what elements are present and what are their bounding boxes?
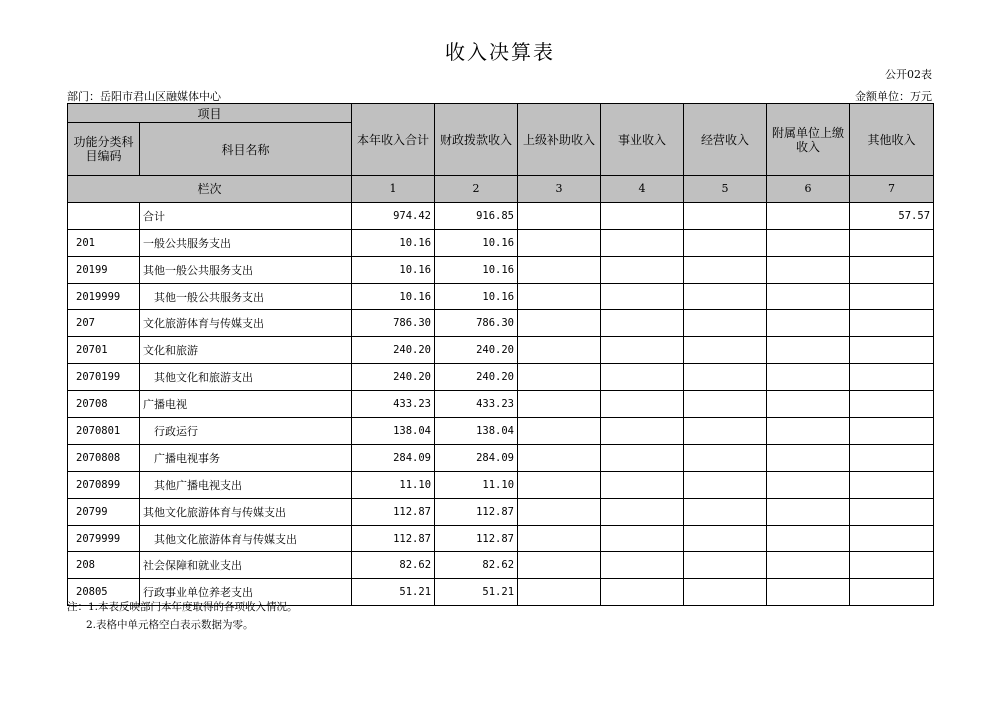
cell-value-5 [684, 364, 767, 391]
cell-value-5 [684, 552, 767, 579]
table-row [68, 256, 934, 283]
cell-value-1: 284.09 [352, 444, 435, 471]
cell-value-4 [601, 552, 684, 579]
table-row [68, 498, 934, 525]
cell-code: 2070801 [68, 418, 140, 445]
cell-value-1: 112.87 [352, 498, 435, 525]
cell-value-2: 112.87 [435, 525, 518, 552]
cell-value-6 [767, 498, 850, 525]
cell-value-1: 240.20 [352, 364, 435, 391]
cell-code: 20708 [68, 391, 140, 418]
colnum-2: 2 [435, 176, 518, 203]
cell-value-3 [518, 418, 601, 445]
table-row [68, 552, 934, 579]
cell-value-4 [601, 202, 684, 229]
cell-value-1: 11.10 [352, 471, 435, 498]
cell-code: 2070808 [68, 444, 140, 471]
colnum-7: 7 [850, 176, 934, 203]
cell-name: 文化旅游体育与传媒支出 [140, 310, 352, 337]
cell-value-5 [684, 525, 767, 552]
cell-value-3 [518, 310, 601, 337]
table-row [68, 471, 934, 498]
cell-code: 20199 [68, 256, 140, 283]
cell-code: 20805 [68, 579, 140, 606]
cell-name: 行政事业单位养老支出 [140, 579, 352, 606]
colnum-5: 5 [684, 176, 767, 203]
cell-value-7 [850, 552, 934, 579]
cell-value-4 [601, 444, 684, 471]
table-row [68, 364, 934, 391]
cell-value-2: 82.62 [435, 552, 518, 579]
table-row [68, 444, 934, 471]
cell-value-1: 433.23 [352, 391, 435, 418]
notes [67, 598, 298, 634]
cell-value-3 [518, 256, 601, 283]
cell-value-2: 240.20 [435, 364, 518, 391]
cell-value-5 [684, 256, 767, 283]
cell-value-5 [684, 579, 767, 606]
table-row [68, 310, 934, 337]
cell-value-6 [767, 229, 850, 256]
cell-name: 合计 [140, 202, 352, 229]
header-name: 科目名称 [140, 123, 352, 176]
cell-value-5 [684, 498, 767, 525]
cell-value-7 [850, 283, 934, 310]
cell-value-2: 138.04 [435, 418, 518, 445]
cell-value-3 [518, 283, 601, 310]
cell-name: 行政运行 [140, 418, 352, 445]
cell-value-4 [601, 229, 684, 256]
cell-name: 其他文化和旅游支出 [140, 364, 352, 391]
cell-name: 社会保障和就业支出 [140, 552, 352, 579]
cell-value-4 [601, 579, 684, 606]
cell-value-7 [850, 337, 934, 364]
cell-value-2: 240.20 [435, 337, 518, 364]
cell-value-1: 10.16 [352, 283, 435, 310]
cell-value-4 [601, 498, 684, 525]
cell-value-6 [767, 283, 850, 310]
table-row [68, 229, 934, 256]
cell-value-7 [850, 418, 934, 445]
table-row [68, 202, 934, 229]
cell-value-2: 786.30 [435, 310, 518, 337]
cell-value-5 [684, 391, 767, 418]
cell-code: 20701 [68, 337, 140, 364]
header-col-2: 财政拨款收入 [435, 104, 518, 176]
header-col-3: 上级补助收入 [518, 104, 601, 176]
cell-code: 208 [68, 552, 140, 579]
cell-value-2: 284.09 [435, 444, 518, 471]
colnum-3: 3 [518, 176, 601, 203]
cell-value-6 [767, 525, 850, 552]
table-row [68, 283, 934, 310]
cell-value-4 [601, 471, 684, 498]
cell-value-6 [767, 552, 850, 579]
cell-name: 其他广播电视支出 [140, 471, 352, 498]
cell-value-6 [767, 337, 850, 364]
header-col-6: 附属单位上缴收入 [767, 104, 850, 176]
cell-value-5 [684, 310, 767, 337]
cell-value-6 [767, 256, 850, 283]
cell-value-6 [767, 471, 850, 498]
cell-name: 其他一般公共服务支出 [140, 283, 352, 310]
colnum-4: 4 [601, 176, 684, 203]
note-2: 2.表格中单元格空白表示数据为零。 [86, 619, 254, 631]
table-row [68, 525, 934, 552]
cell-value-3 [518, 202, 601, 229]
cell-value-7 [850, 471, 934, 498]
table-number: 公开02表 [885, 68, 932, 81]
cell-value-3 [518, 229, 601, 256]
cell-value-4 [601, 418, 684, 445]
note-1: 注：1.本表反映部门本年度取得的各项收入情况。 [67, 601, 298, 613]
cell-code: 2070199 [68, 364, 140, 391]
cell-value-2: 11.10 [435, 471, 518, 498]
cell-value-3 [518, 471, 601, 498]
cell-value-4 [601, 310, 684, 337]
header-col-5: 经营收入 [684, 104, 767, 176]
header-lanci: 栏次 [68, 176, 352, 203]
table-row [68, 418, 934, 445]
header-col-7: 其他收入 [850, 104, 934, 176]
cell-value-5 [684, 471, 767, 498]
cell-value-7 [850, 310, 934, 337]
cell-value-1: 10.16 [352, 229, 435, 256]
cell-value-7: 57.57 [850, 202, 934, 229]
cell-value-1: 786.30 [352, 310, 435, 337]
cell-name: 广播电视 [140, 391, 352, 418]
cell-value-5 [684, 283, 767, 310]
cell-value-3 [518, 552, 601, 579]
header-col-4: 事业收入 [601, 104, 684, 176]
cell-value-7 [850, 498, 934, 525]
cell-value-4 [601, 256, 684, 283]
unit-label: 金额单位：万元 [855, 90, 932, 103]
cell-value-2: 916.85 [435, 202, 518, 229]
cell-value-7 [850, 229, 934, 256]
cell-code: 2079999 [68, 525, 140, 552]
cell-value-3 [518, 444, 601, 471]
cell-value-2: 10.16 [435, 256, 518, 283]
cell-name: 其他文化旅游体育与传媒支出 [140, 498, 352, 525]
cell-value-1: 240.20 [352, 337, 435, 364]
cell-value-2: 433.23 [435, 391, 518, 418]
cell-value-1: 82.62 [352, 552, 435, 579]
cell-value-7 [850, 444, 934, 471]
cell-value-6 [767, 444, 850, 471]
income-table [67, 103, 934, 606]
table-row [68, 337, 934, 364]
header-col-1: 本年收入合计 [352, 104, 435, 176]
cell-name: 广播电视事务 [140, 444, 352, 471]
cell-value-5 [684, 202, 767, 229]
cell-value-5 [684, 418, 767, 445]
cell-value-5 [684, 337, 767, 364]
cell-value-1: 10.16 [352, 256, 435, 283]
cell-value-5 [684, 229, 767, 256]
cell-name: 一般公共服务支出 [140, 229, 352, 256]
cell-value-3 [518, 498, 601, 525]
cell-value-1: 51.21 [352, 579, 435, 606]
cell-value-4 [601, 283, 684, 310]
cell-value-7 [850, 256, 934, 283]
cell-value-3 [518, 364, 601, 391]
cell-value-4 [601, 364, 684, 391]
cell-value-7 [850, 391, 934, 418]
header-code: 功能分类科目编码 [68, 123, 140, 176]
cell-value-6 [767, 202, 850, 229]
cell-value-1: 112.87 [352, 525, 435, 552]
cell-code: 20799 [68, 498, 140, 525]
table-row [68, 391, 934, 418]
cell-value-3 [518, 525, 601, 552]
cell-value-7 [850, 579, 934, 606]
cell-value-3 [518, 391, 601, 418]
cell-value-2: 51.21 [435, 579, 518, 606]
colnum-6: 6 [767, 176, 850, 203]
cell-value-6 [767, 579, 850, 606]
department-label: 部门：岳阳市君山区融媒体中心 [67, 90, 221, 103]
cell-code: 207 [68, 310, 140, 337]
header-item: 项目 [68, 104, 352, 123]
cell-value-1: 138.04 [352, 418, 435, 445]
colnum-1: 1 [352, 176, 435, 203]
cell-value-4 [601, 525, 684, 552]
cell-value-3 [518, 579, 601, 606]
cell-name: 文化和旅游 [140, 337, 352, 364]
cell-value-4 [601, 391, 684, 418]
cell-value-3 [518, 337, 601, 364]
cell-name: 其他一般公共服务支出 [140, 256, 352, 283]
cell-name: 其他文化旅游体育与传媒支出 [140, 525, 352, 552]
cell-value-5 [684, 444, 767, 471]
cell-value-6 [767, 310, 850, 337]
cell-code [68, 202, 140, 229]
cell-value-2: 112.87 [435, 498, 518, 525]
cell-value-6 [767, 418, 850, 445]
cell-code: 201 [68, 229, 140, 256]
cell-code: 2019999 [68, 283, 140, 310]
cell-value-6 [767, 364, 850, 391]
cell-value-2: 10.16 [435, 283, 518, 310]
cell-value-7 [850, 364, 934, 391]
cell-code: 2070899 [68, 471, 140, 498]
cell-value-4 [601, 337, 684, 364]
cell-value-2: 10.16 [435, 229, 518, 256]
cell-value-7 [850, 525, 934, 552]
cell-value-6 [767, 391, 850, 418]
page-title: 收入决算表 [445, 40, 555, 64]
cell-value-1: 974.42 [352, 202, 435, 229]
